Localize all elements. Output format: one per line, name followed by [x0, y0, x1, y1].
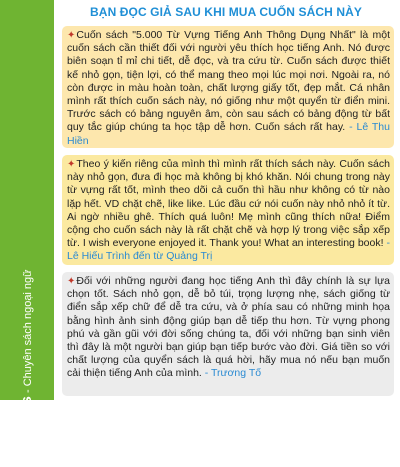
star-icon: ✦ — [67, 159, 76, 170]
review-author: - Trương Tố — [201, 367, 262, 380]
star-icon: ✦ — [67, 30, 76, 41]
review-card — [62, 155, 394, 265]
sidebar-banner — [0, 0, 54, 467]
review-text: Theo ý kiến riêng của mình thì mình rất thích sách này. Cuốn sách này nhỏ gọn, đưa đi học mà không bị khó khăn. Nói chung trong này từ vựng rất tốt, mình theo dõi cả cuốn thì hầu như không có từ nào lặp hết. VD chặt chẽ, like like. Lúc đầu cứ nói cuốn này nhỏ nhỏ ít từ. Ai ngờ nhiều ghê. Thích quá luôn! Mẹ mình cũng thích nữa! Điểm cộng cho cuốn sách này là rất chặt chẽ và hợp lý trong việc sắp xếp từ. I wish everyone enjoyed it. Thank you! What an interesting book! — [67, 158, 390, 250]
brand-logo-text: MCBooks — [18, 395, 35, 467]
review-author: - Lê Hiếu Trình đến từ Quảng Trị — [67, 237, 390, 263]
review-card — [62, 26, 394, 148]
sidebar-vertical-text — [18, 269, 36, 466]
brand-separator: - — [22, 389, 34, 393]
review-text: Cuốn sách "5.000 Từ Vựng Tiếng Anh Thông Dụng Nhất" là một cuốn sách cần thiết đối với người yêu thích học tiếng Anh. Nó được biên soạn tỉ mỉ chi tiết, dễ đọc, và tra cứu từ. Cuốn sách được thiết kế nhỏ gọn, tiện lợi, có thể mang theo mọi lúc mọi nơi. Ngoài ra, nó còn được in màu hoàn toàn, chất lượng giấy tốt, đẹp mắt. Cá nhân mình rất thích cuốn sách này, nó giống như một quyển từ điển mini. Trước sách có bảng nguyên âm, còn sau sách có bảng động từ bất quy tắc giúp chúng ta học tập dễ hơn. Cuốn sách rất hay. — [67, 29, 390, 134]
brand-tagline: Chuyên sách ngoại ngữ — [22, 269, 34, 387]
review-text: Đối với những người đang học tiếng Anh thì đây chính là sự lựa chọn tốt. Sách nhỏ gọn, dễ bỏ túi, trọng lượng nhẹ, sách giống từ điển sắp xếp chữ để dễ tra cứu, và ở phía sau có những minh họa bằng hình ảnh sinh động giúp bạn dễ tiếp thu hơn. Từ vựng phong phú và gần gũi với đời sống chúng ta, đối với những bạn sinh viên thì đây là một người bạn giúp bạn tiếp bước vào đời. Giá tiền so với chất lượng của quyển sách là quá hời, hãy mua nó nếu bạn muốn cải thiện tiếng Anh của mình. — [67, 275, 390, 380]
review-author: - Lê Thu Hiền — [67, 121, 390, 147]
star-icon: ✦ — [67, 276, 76, 287]
review-card — [62, 272, 394, 396]
page-title: BẠN ĐỌC GIẢ SAU KHI MUA CUỐN SÁCH NÀY — [90, 5, 362, 19]
